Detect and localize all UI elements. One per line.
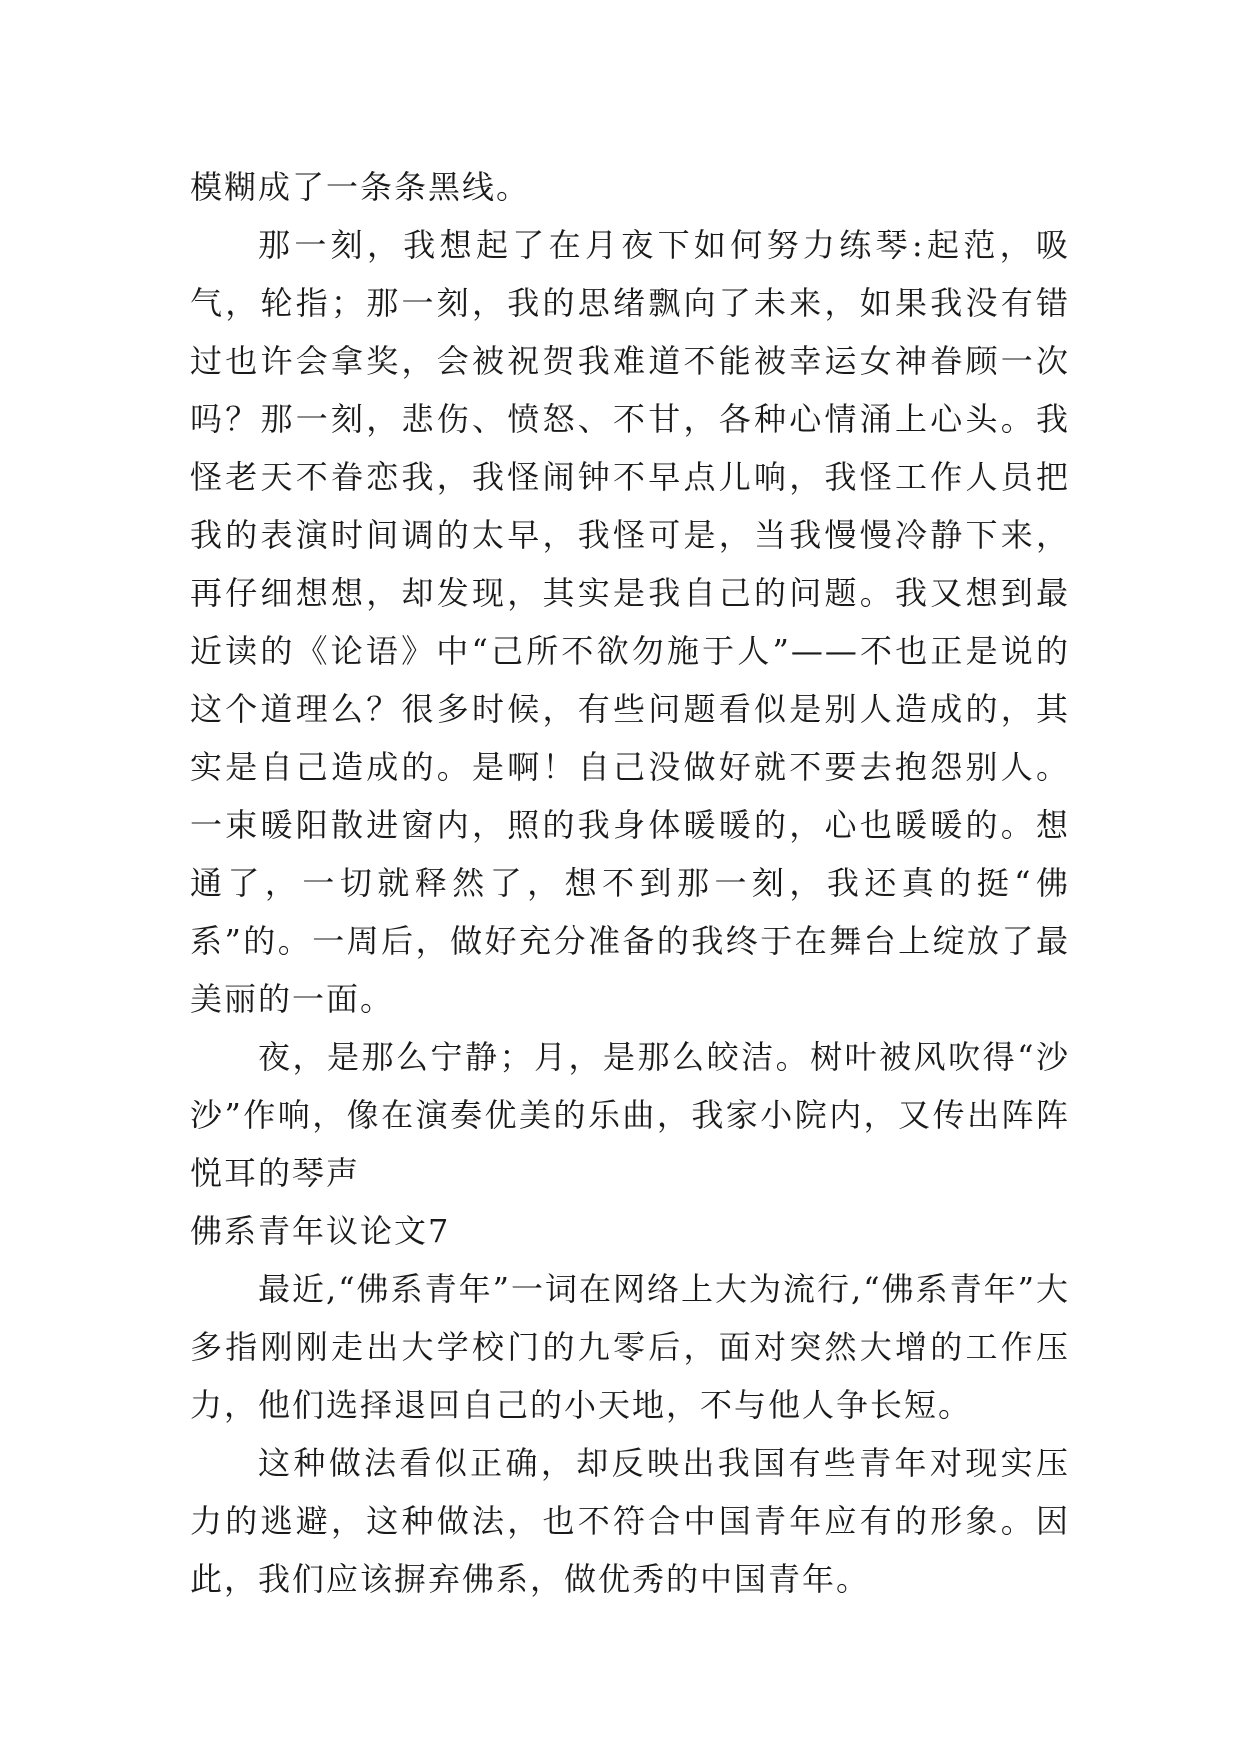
paragraph: 夜，是那么宁静；月，是那么皎洁。树叶被风吹得“沙沙”作响，像在演奏优美的乐曲，我家小院内，又传出阵阵悦耳的琴声	[190, 1038, 1070, 1192]
document-body	[190, 158, 1070, 1608]
paragraph: 这种做法看似正确，却反映出我国有些青年对现实压力的逃避，这种做法，也不符合中国青年应有的形象。因此，我们应该摒弃佛系，做优秀的中国青年。	[190, 1444, 1070, 1598]
section-title: 佛系青年议论文7	[190, 1212, 451, 1250]
paragraph: 最近,“佛系青年”一词在网络上大为流行,“佛系青年”大多指刚刚走出大学校门的九零后，面对突然大增的工作压力，他们选择退回自己的小天地，不与他人争长短。	[190, 1270, 1070, 1424]
paragraph: 那一刻，我想起了在月夜下如何努力练琴:起范，吸气，轮指；那一刻，我的思绪飘向了未来，如果我没有错过也许会拿奖，会被祝贺我难道不能被幸运女神眷顾一次吗？那一刻，悲伤、愤怒、不甘，各种心情涌上心头。我怪老天不眷恋我，我怪闹钟不早点儿响，我怪工作人员把我的表演时间调的太早，我怪可是，当我慢慢冷静下来，再仔细想想，却发现，其实是我自己的问题。我又想到最近读的《论语》中“己所不欲勿施于人”——不也正是说的这个道理么？很多时候，有些问题看似是别人造成的，其实是自己造成的。是啊！自己没做好就不要去抱怨别人。一束暖阳散进窗内，照的我身体暖暖的，心也暖暖的。想通了，一切就释然了，想不到那一刻，我还真的挺“佛系”的。一周后，做好充分准备的我终于在舞台上绽放了最美丽的一面。	[190, 226, 1070, 1018]
paragraph-continuation: 模糊成了一条条黑线。	[190, 168, 531, 206]
